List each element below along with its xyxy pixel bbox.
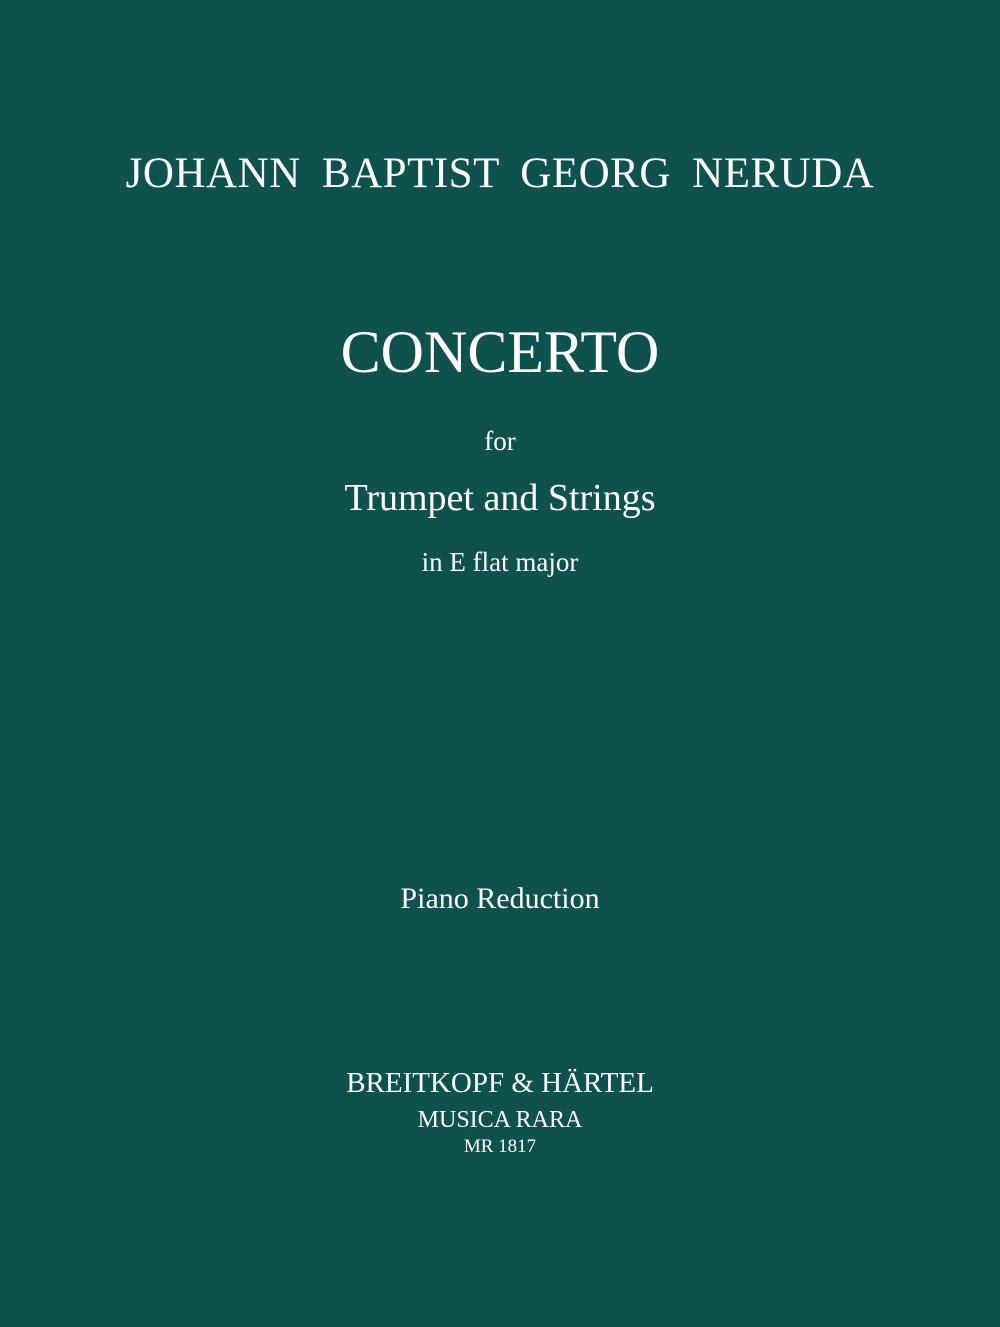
edition-type: Piano Reduction bbox=[400, 882, 600, 915]
catalogue-number: MR 1817 bbox=[463, 1136, 537, 1157]
imprint-name: MUSICA RARA bbox=[417, 1107, 583, 1133]
publisher-name: BREITKOPF & HÄRTEL bbox=[346, 1067, 654, 1099]
key-signature: in E flat major bbox=[421, 547, 579, 577]
for-label: for bbox=[484, 426, 516, 456]
work-title: CONCERTO bbox=[340, 319, 660, 385]
instrumentation: Trumpet and Strings bbox=[344, 477, 656, 519]
composer-name: JOHANN BAPTIST GEORG NERUDA bbox=[125, 150, 875, 197]
